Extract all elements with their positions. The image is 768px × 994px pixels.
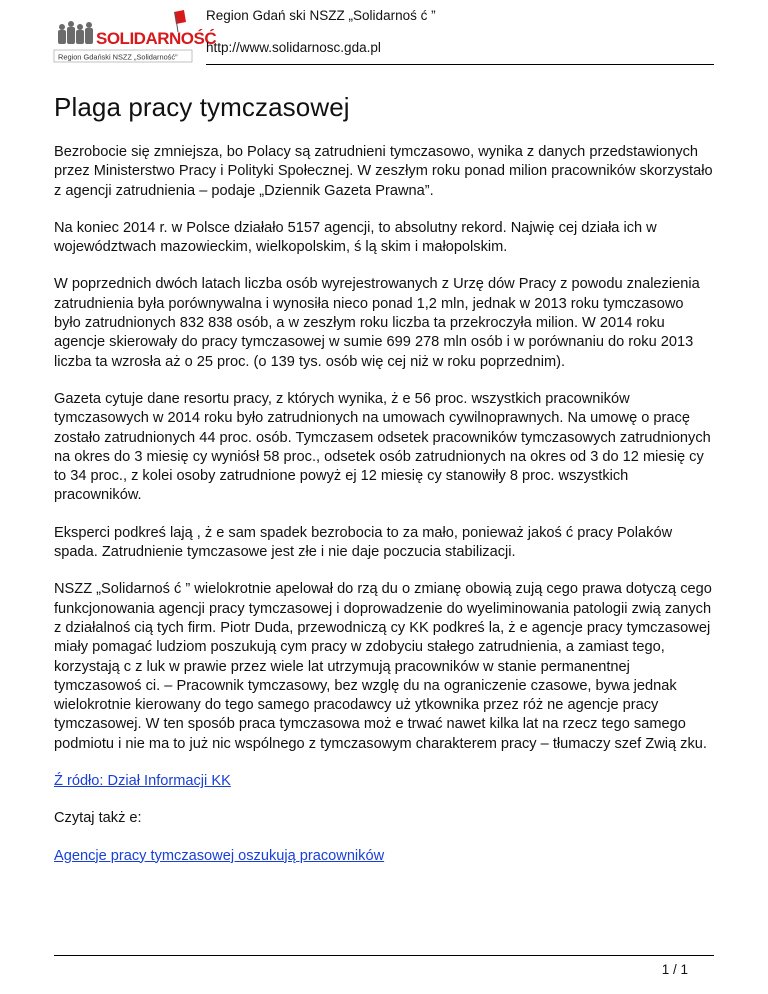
read-also-label: Czytaj takż e: (54, 810, 142, 827)
related-article-link[interactable]: Agencje pracy tymczasowej oszukują pracowników (54, 847, 385, 864)
logo-caption: Region Gdański NSZZ „Solidarność” (58, 52, 178, 62)
page-number: 1 / 1 (661, 962, 688, 977)
paragraph-4: Gazeta cytuje dane resortu pracy, z których wynika, ż e 56 proc. wszystkich pracowników tymczasowych w 2014 roku było zatrudnionych na umowach cywilnoprawnych. Na umowę o pracę zostało zatrudnionych 44 proc. osób. Tymczasem odsetek pracowników tymczasowych zatrudnionych na okres do 3 miesię cy wyniósł 58 proc., odsetek osób zatrudnionych na okres od 3 do 12 miesię cy to 34 proc., z kolei osoby zatrudnione powyż ej 12 miesię cy stanowiły 8 proc. wszystkich pracowników. (54, 390, 711, 504)
article-body (54, 84, 714, 884)
paragraph-5: Eksperci podkreś lają , ż e sam spadek bezrobocia to za mało, ponieważ jakoś ć pracy Polaków spada. Zatrudnienie tymczasowe jest złe i nie daje poczucia stabilizacji. (54, 524, 673, 561)
paragraph-2: Na koniec 2014 r. w Polsce działało 5157 agencji, to absolutny rekord. Najwię cej działa ich w województwach mazowieckim, wielkopolskim, ś lą skim i małopolskim. (54, 219, 657, 256)
paragraph-6: NSZZ „Solidarnoś ć ” wielokrotnie apelował do rzą du o zmianę obowią zują cego prawa dotyczą cego funkcjonowania agencji pracy tymczasowej i doprowadzenie do wyeliminowania patologii zwią zanych z działalnoś cią tych firm. Piotr Duda, przewodniczą cy KK podkreś la, ż e agencje pracy tymczasowej miały pomagać ludziom poszukują cym pracy w zdobyciu stałego zatrudnienia, a zamiast tego, korzystają c z luk w prawie przez wiele lat utrzymują pracowników w stanie permanentnej tymczasowoś ci. – Pracownik tymczasowy, bez wzglę du na ograniczenie czasowe, bywa jednak wielokrotnie kierowany do tego samego pracodawcy uż ytkownika przez róż ne agencje pracy tymczasowej. W ten sposób praca tymczasowa moż e trwać nawet kilka lat na rzecz tego samego podmiotu i nie ma to już nic wspólnego z tymczasowym charakterem pracy – tłumaczy szef Zwią zku. (54, 581, 712, 752)
source-link[interactable]: Ź ródło: Dział Informacji KK (54, 773, 231, 790)
related-paragraph (54, 847, 714, 866)
paragraph-3: W poprzednich dwóch latach liczba osób wyrejestrowanych z Urzę dów Pracy z powodu znalezienia zatrudnienia była porównywalna i wynosiła nieco ponad 1,2 mln, jednak w 2013 roku tymczasowo było zatrudnionych 832 838 osób, a w zeszłym roku liczba ta przekroczyła milion. W 2014 roku agencje skierowały do pracy tymczasowej w sumie 699 278 mln osób i w porównaniu do roku 2013 liczba ta wzrosła aż o 25 proc. (o 139 tys. osób wię cej niż w roku poprzednim). (54, 276, 700, 370)
header-divider (206, 64, 714, 65)
logo-wordmark: SOLIDARNOŚĆ (96, 29, 217, 48)
source-paragraph (54, 772, 714, 791)
article-title: Plaga pracy tymczasowej (54, 92, 350, 122)
solidarnosc-logo (54, 10, 217, 64)
paragraph-1: Bezrobocie się zmniejsza, bo Polacy są zatrudnieni tymczasowo, wynika z danych przedstawionych przez Ministerstwo Pracy i Polityki Społecznej. W zeszłym roku ponad milion pracowników skorzystało z agencji zatrudnienia – podaje „Dziennik Gazeta Prawna”. (54, 144, 713, 199)
page-header (54, 0, 714, 70)
footer-divider (54, 955, 714, 956)
logo-graphic (54, 10, 217, 64)
header-url: http://www.solidarnosc.gda.pl (206, 40, 381, 55)
header-title: Region Gdań ski NSZZ „Solidarnoś ć ” (206, 8, 436, 23)
